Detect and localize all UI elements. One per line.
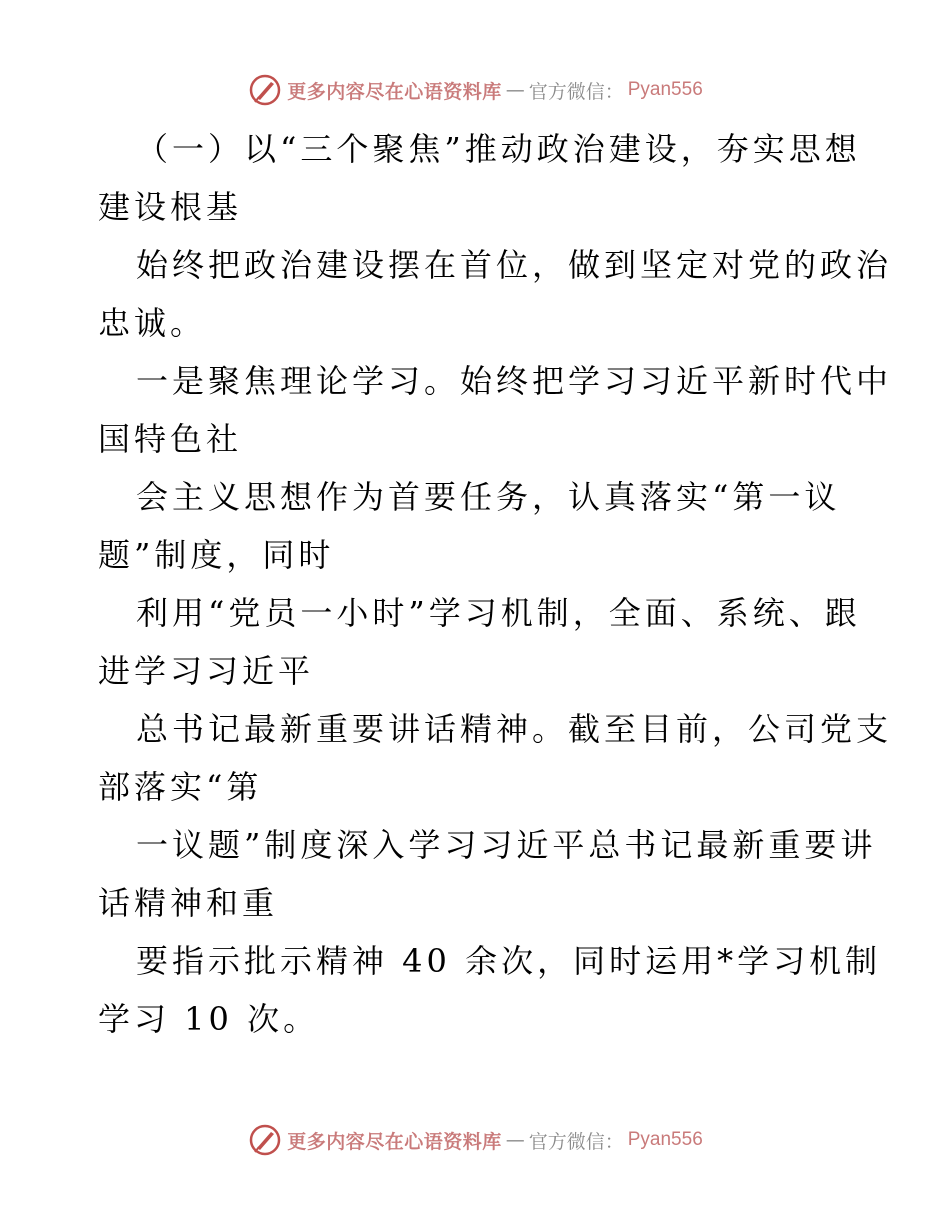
body-line: 忠诚。 <box>98 304 207 342</box>
watermark-brand-text: 更多内容尽在心语资料库 <box>287 1130 502 1153</box>
footer-watermark <box>0 1120 950 1160</box>
watermark-inner <box>247 1122 703 1158</box>
body-line: 进学习习近平 <box>98 652 315 690</box>
body-line: 要指示批示精神 40 余次，同时运用*学习机制 <box>136 942 882 980</box>
body-line: 会主义思想作为首要任务，认真落实“第一议 <box>136 478 841 516</box>
watermark-official-text: 官方微信： <box>528 1130 624 1153</box>
body-line: 部落实“第 <box>98 768 263 806</box>
watermark-wechat-id: Pyan556 <box>627 79 703 100</box>
body-line: 国特色社 <box>98 420 243 458</box>
quill-logo-icon <box>247 1122 283 1158</box>
body-line: 始终把政治建设摆在首位，做到坚定对党的政治 <box>136 246 893 284</box>
body-line: 学习 10 次。 <box>98 1000 320 1038</box>
document-body <box>98 120 893 1048</box>
watermark-wechat-id: Pyan556 <box>627 1129 703 1150</box>
watermark-official-text: 官方微信： <box>528 80 624 103</box>
watermark-dash: — <box>505 79 525 101</box>
quill-logo-icon <box>247 72 283 108</box>
body-line: 一是聚焦理论学习。始终把学习习近平新时代中 <box>136 362 893 400</box>
body-line: 利用“党员一小时”学习机制，全面、系统、跟 <box>136 594 861 632</box>
body-line: （一）以“三个聚焦”推动政治建设，夯实思想 <box>136 130 861 168</box>
body-line: 题”制度，同时 <box>98 536 335 574</box>
body-line: 一议题”制度深入学习习近平总书记最新重要讲 <box>136 826 877 864</box>
body-line: 建设根基 <box>98 188 243 226</box>
body-line: 总书记最新重要讲话精神。截至目前，公司党支 <box>136 710 893 748</box>
watermark-inner <box>247 72 703 108</box>
watermark-brand-text: 更多内容尽在心语资料库 <box>287 80 502 103</box>
body-line: 话精神和重 <box>98 884 279 922</box>
watermark-dash: — <box>505 1129 525 1151</box>
header-watermark <box>0 70 950 110</box>
